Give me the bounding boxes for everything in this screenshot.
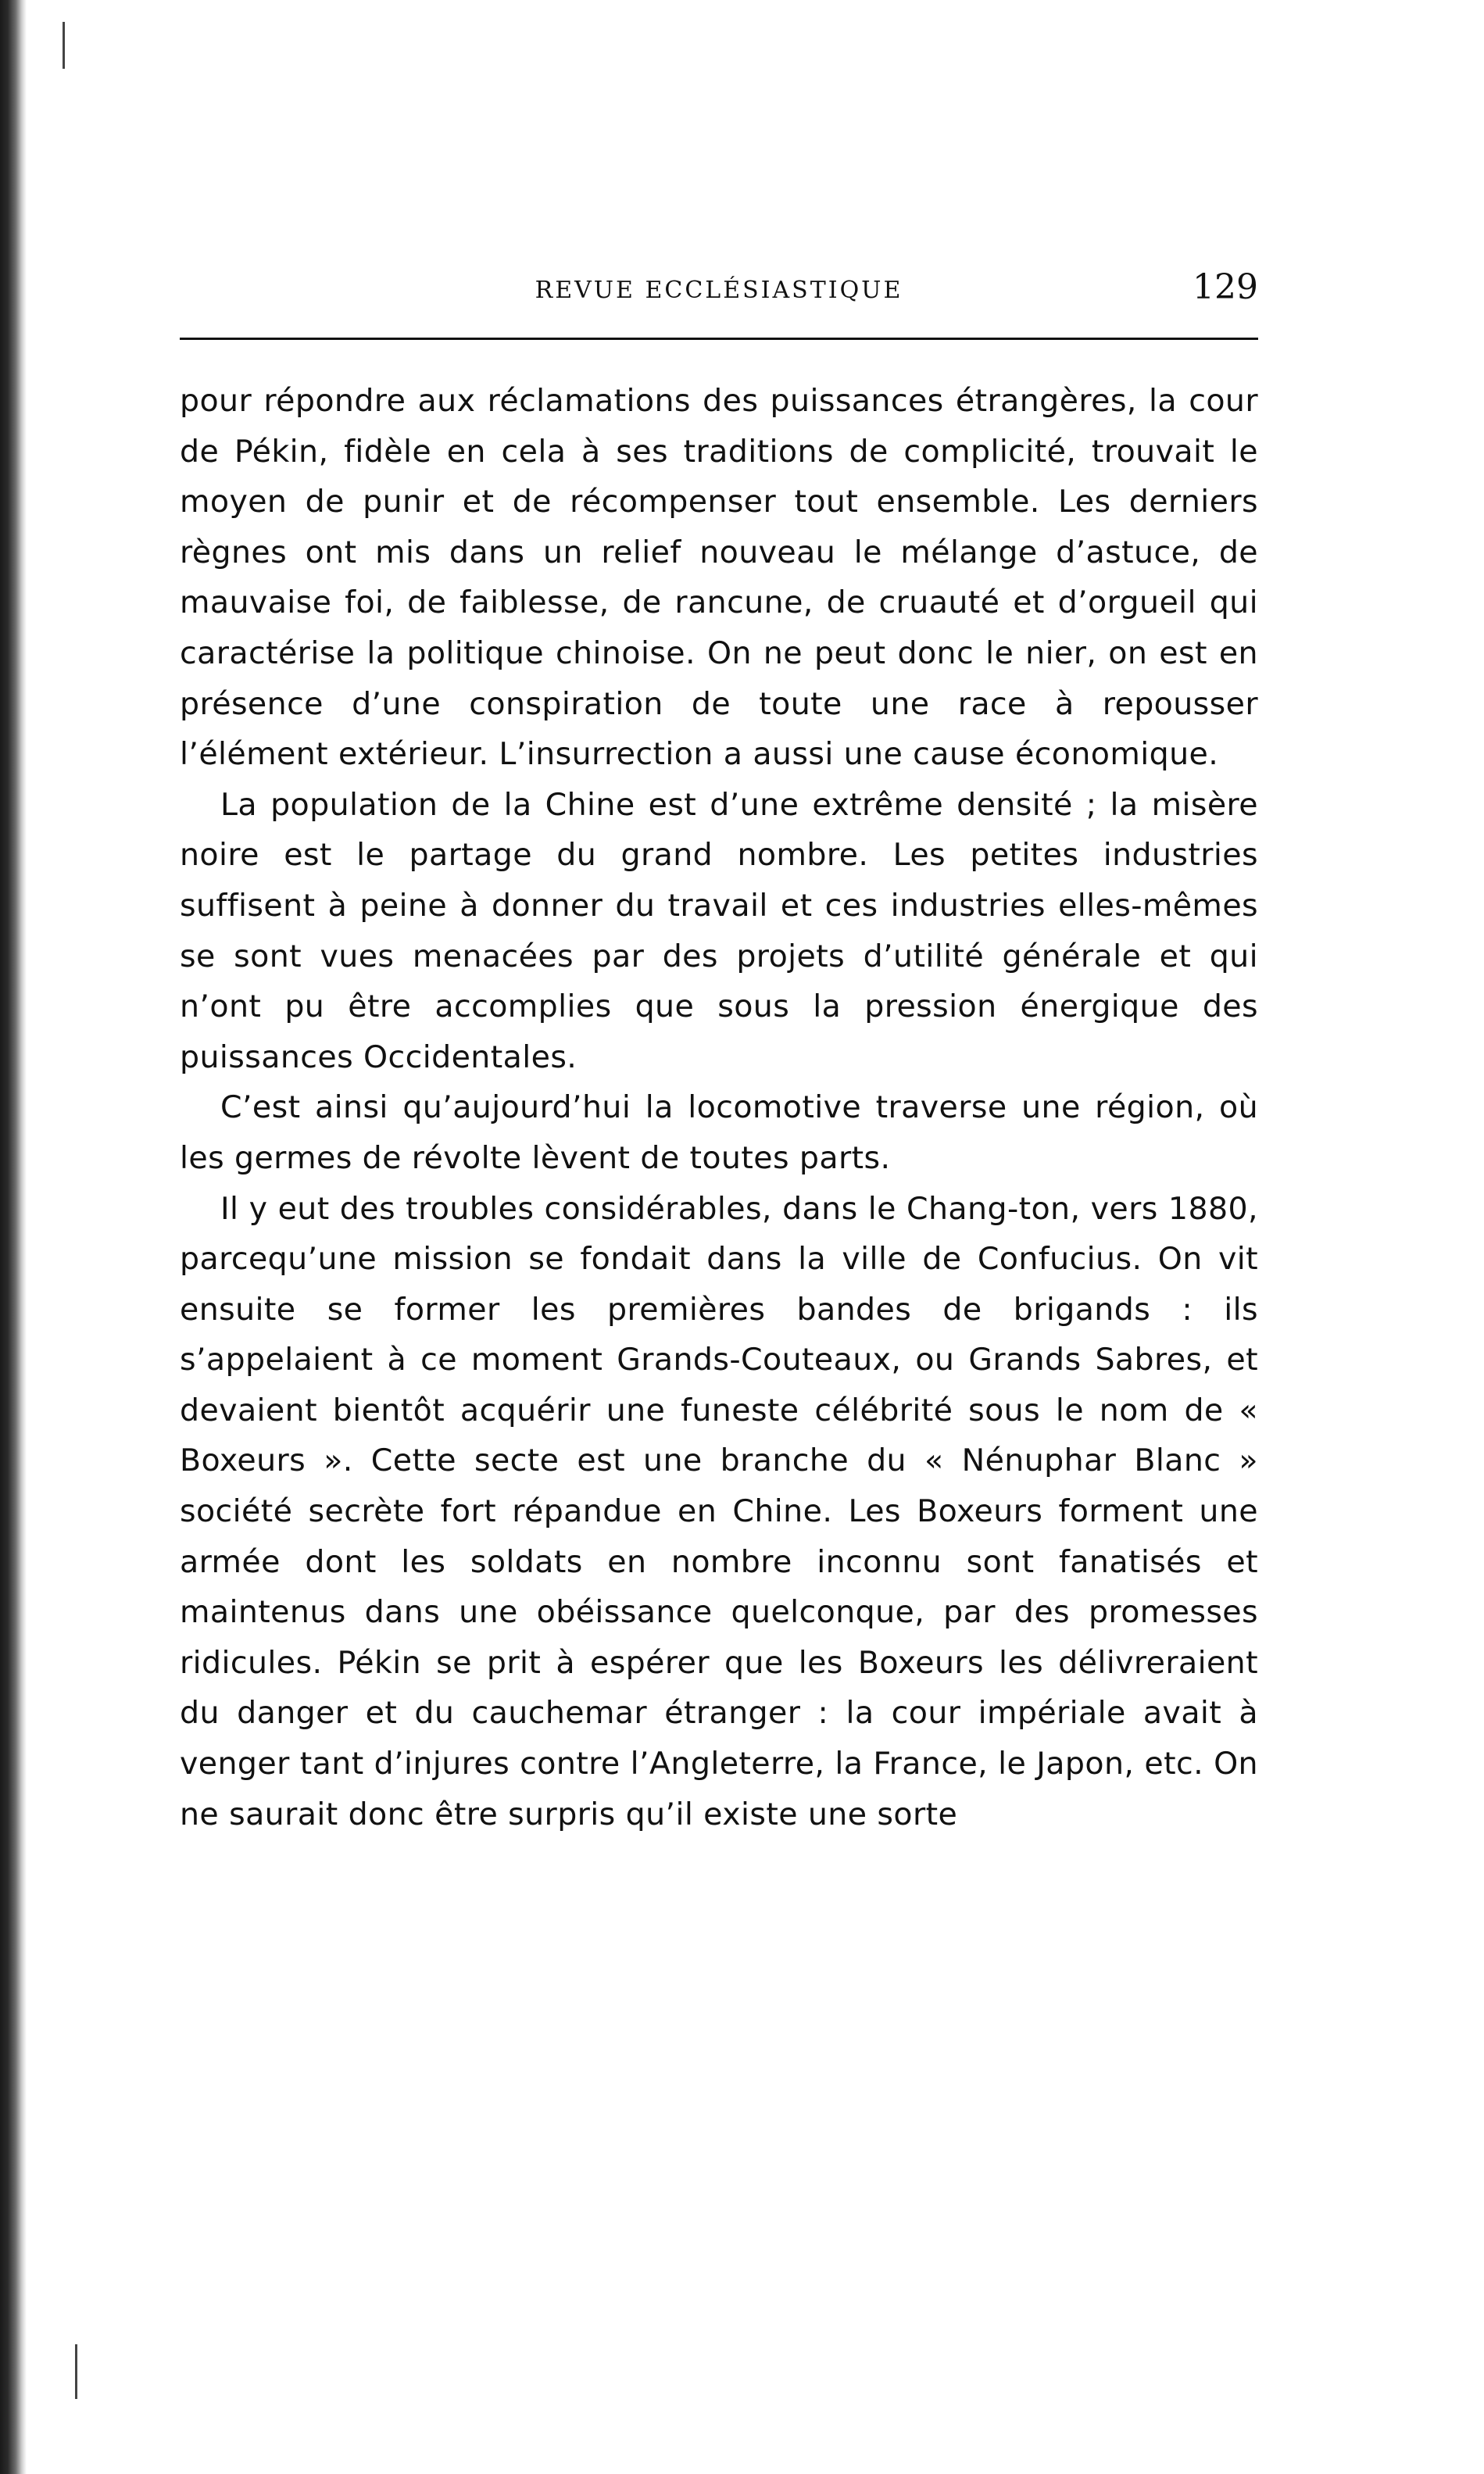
body-text [180,376,1258,1839]
paragraph: La population de la Chine est d’une extrême densité ; la misère noire est le partage du grand nombre. Les petites industries suffisent à peine à donner du travail et ces industries elles-mêmes se sont vues menacées par des projets d’utilité générale et qui n’ont pu être accomplies que sous la pression énergique des puissances Occidentales. [180,786,1258,1075]
scan-binding-edge [0,0,27,2474]
scan-artifact-mark [63,22,65,69]
paragraph: C’est ainsi qu’aujourd’hui la locomotive traverse une région, où les germes de révolte lèvent de toutes parts. [180,1089,1258,1176]
running-header [180,266,1258,320]
scan-artifact-mark [75,2344,77,2399]
paragraph: Il y eut des troubles considérables, dans le Chang-ton, vers 1880, parcequ’une mission se fondait dans la ville de Confucius. On vit ensuite se former les premières bandes de brigands : ils s’appelaient à ce moment Grands-Couteaux, ou Grands Sabres, et devaient bientôt acquérir une funeste célébrité sous le nom de « Boxeurs ». Cette secte est une branche du « Nénuphar Blanc » société secrète fort répandue en Chine. Les Boxeurs forment une armée dont les soldats en nombre inconnu sont fanatisés et maintenus dans une obéissance quelconque, par des promesses ridicules. Pékin se prit à espérer que les Boxeurs les délivreraient du danger et du cauchemar étranger : la cour impériale avait à venger tant d’injures contre l’Angleterre, la France, le Japon, etc. On ne saurait donc être surpris qu’il existe une sorte [180,1190,1258,1832]
page-number: 129 [1193,267,1258,307]
running-title: REVUE ECCLÉSIASTIQUE [535,277,903,304]
header-rule [180,338,1258,340]
document-page [180,266,1258,1839]
paragraph: pour répondre aux réclamations des puissances étrangères, la cour de Pékin, fidèle en cela à ses traditions de complicité, trouvait le moyen de punir et de récompenser tout ensemble. Les derniers règnes ont mis dans un relief nouveau le mélange d’astuce, de mauvaise foi, de faiblesse, de rancune, de cruauté et d’orgueil qui caractérise la politique chinoise. On ne peut donc le nier, on est en présence d’une conspiration de toute une race à repousser l’élément extérieur. L’insurrection a aussi une cause économique. [180,383,1258,773]
